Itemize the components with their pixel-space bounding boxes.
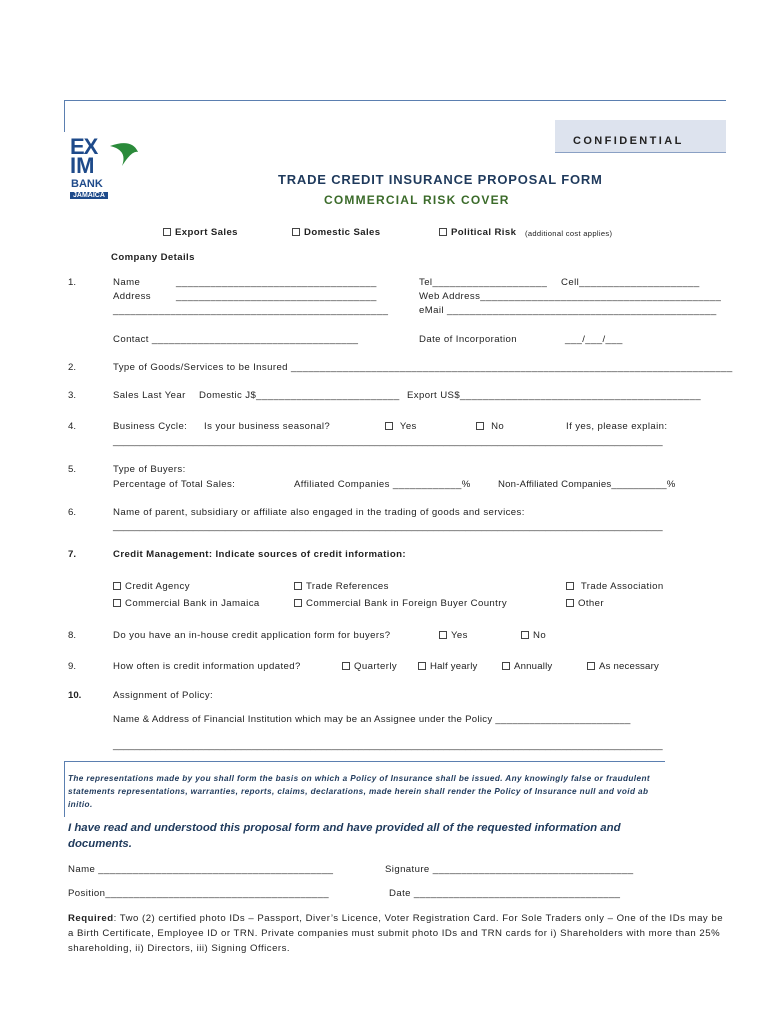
section-number: 8.	[68, 630, 77, 641]
business-cycle-label: Business Cycle:	[113, 421, 188, 432]
section-number: 10.	[68, 690, 82, 701]
assignee-field[interactable]: Name & Address of Financial Institution which may be an Assignee under the Policy ________________________	[113, 714, 631, 725]
contact-field[interactable]: Contact ____________________________________	[113, 334, 359, 345]
section-number: 2.	[68, 362, 77, 373]
as-necessary-option[interactable]: As necessary	[587, 661, 659, 672]
credit-agency-checkbox[interactable]	[113, 582, 121, 590]
representations-note: The representations made by you shall form the basis on which a Policy of Insurance shall be issued. Any knowingly false or fraudulent statements representations, warranties, reports, claims, declarations, made herein shall render the Policy of Insurance null and void ab initio.	[68, 774, 650, 809]
half-yearly-checkbox[interactable]	[418, 662, 426, 670]
seasonal-yes-checkbox[interactable]	[385, 422, 393, 430]
annually-option[interactable]: Annually	[502, 661, 552, 672]
credit-form-no-option[interactable]: No	[521, 630, 546, 641]
tel-field[interactable]: Tel____________________	[419, 277, 548, 288]
assignment-label: Assignment of Policy:	[113, 690, 214, 701]
date-incorporation-field[interactable]: ___/___/___	[565, 334, 623, 345]
parent-affiliate-question: Name of parent, subsidiary or affiliate also engaged in the trading of goods and services:	[113, 507, 525, 518]
company-details-heading: Company Details	[111, 252, 195, 263]
credit-agency-option[interactable]: Credit Agency	[113, 581, 190, 592]
commercial-bank-jamaica-checkbox[interactable]	[113, 599, 121, 607]
commercial-bank-foreign-checkbox[interactable]	[294, 599, 302, 607]
declaration-text: I have read and understood this proposal form and have provided all of the requested information and documents.	[68, 822, 621, 850]
other-checkbox[interactable]	[566, 599, 574, 607]
sales-last-year-label: Sales Last Year	[113, 390, 186, 401]
required-text: : Two (2) certified photo IDs – Passport, Diver’s Licence, Voter Registration Card. For Sole Traders only – One of the IDs may be a Birth Certificate, Employee ID or TRN. Private companies must submit photo IDs and TRN cards for i) Shareholders with more than 25% shareholding, ii) Directors, iii) Signing Officers.	[68, 913, 724, 954]
assignee-field-2[interactable]: _______________________________________________________________________________________________________	[113, 740, 663, 751]
section-number: 1.	[68, 277, 77, 288]
exim-logo	[66, 136, 148, 206]
credit-form-no-checkbox[interactable]	[521, 631, 529, 639]
section-number: 3.	[68, 390, 77, 401]
credit-form-yes-checkbox[interactable]	[439, 631, 447, 639]
position-field[interactable]: Position_______________________________________	[68, 888, 330, 899]
goods-services-field[interactable]: Type of Goods/Services to be Insured _____________________________________________________________________________	[113, 362, 733, 373]
section-number: 4.	[68, 421, 77, 432]
web-address-field[interactable]: Web Address__________________________________________	[419, 291, 722, 302]
commercial-bank-jamaica-option[interactable]: Commercial Bank in Jamaica	[113, 598, 260, 609]
other-option[interactable]: Other	[566, 598, 604, 609]
confidential-label: CONFIDENTIAL	[573, 135, 684, 147]
affiliated-field[interactable]: Affiliated Companies ____________%	[294, 479, 471, 490]
seasonal-no-option[interactable]: No	[476, 421, 504, 432]
credit-form-question: Do you have an in-house credit application form for buyers?	[113, 630, 391, 641]
address-label: Address	[113, 291, 151, 302]
date-field[interactable]: Date ____________________________________	[389, 888, 621, 899]
address-field[interactable]: ___________________________________	[176, 291, 377, 302]
quarterly-checkbox[interactable]	[342, 662, 350, 670]
as-necessary-checkbox[interactable]	[587, 662, 595, 670]
political-risk-note: (additional cost applies)	[525, 229, 613, 238]
political-risk-option[interactable]: Political Risk	[439, 227, 516, 238]
name-label: Name	[113, 277, 141, 288]
section-number: 6.	[68, 507, 77, 518]
confidential-banner	[555, 120, 726, 153]
required-documents	[68, 911, 728, 956]
quarterly-option[interactable]: Quarterly	[342, 661, 397, 672]
seasonal-no-checkbox[interactable]	[476, 422, 484, 430]
signatory-name-field[interactable]: Name _________________________________________	[68, 864, 334, 875]
form-title: TRADE CREDIT INSURANCE PROPOSAL FORM	[278, 172, 603, 187]
trade-references-checkbox[interactable]	[294, 582, 302, 590]
seasonal-question: Is your business seasonal?	[204, 421, 331, 432]
logo-bank: BANK	[71, 178, 103, 190]
logo-im: IM	[70, 153, 95, 178]
header-rule-top	[64, 100, 726, 101]
explain-field[interactable]: _______________________________________________________________________________________________________	[113, 436, 663, 447]
form-subtitle: COMMERCIAL RISK COVER	[324, 193, 510, 207]
credit-management-heading: Credit Management: Indicate sources of credit information:	[113, 549, 406, 560]
address-field-2[interactable]: ________________________________________________	[113, 305, 389, 316]
political-risk-checkbox[interactable]	[439, 228, 447, 236]
section-number: 9.	[68, 661, 77, 672]
commercial-bank-foreign-option[interactable]: Commercial Bank in Foreign Buyer Country	[294, 598, 507, 609]
domestic-sales-checkbox[interactable]	[292, 228, 300, 236]
update-frequency-question: How often is credit information updated?	[113, 661, 301, 672]
date-incorporation-label: Date of Incorporation	[419, 334, 517, 345]
domestic-sales-field[interactable]: Domestic J$_________________________	[199, 390, 400, 401]
signature-field[interactable]: Signature ___________________________________	[385, 864, 634, 875]
trade-association-checkbox[interactable]	[566, 582, 574, 590]
trade-references-option[interactable]: Trade References	[294, 581, 389, 592]
required-label: Required	[68, 913, 114, 924]
parent-affiliate-field[interactable]: _______________________________________________________________________________________________________	[113, 521, 663, 532]
credit-form-yes-option[interactable]: Yes	[439, 630, 468, 641]
trade-association-option[interactable]: Trade Association	[566, 581, 664, 592]
cell-field[interactable]: Cell_____________________	[561, 277, 700, 288]
domestic-sales-option[interactable]: Domestic Sales	[292, 227, 381, 238]
name-field[interactable]: ___________________________________	[176, 277, 377, 288]
annually-checkbox[interactable]	[502, 662, 510, 670]
logo-jamaica: JAMAICA	[70, 192, 108, 199]
non-affiliated-field[interactable]: Non-Affiliated Companies__________%	[498, 479, 676, 490]
type-of-buyers-label: Type of Buyers:	[113, 464, 186, 475]
percentage-label: Percentage of Total Sales:	[113, 479, 236, 490]
header-rule-left	[64, 100, 65, 132]
logo-ex: EX	[70, 134, 98, 159]
explain-label: If yes, please explain:	[566, 421, 668, 432]
email-field[interactable]: eMail _______________________________________________	[419, 305, 717, 316]
seasonal-yes-option[interactable]: Yes	[385, 421, 417, 432]
section-number: 7.	[68, 549, 77, 560]
section-number: 5.	[68, 464, 77, 475]
export-sales-option[interactable]: Export Sales	[163, 227, 238, 238]
export-sales-checkbox[interactable]	[163, 228, 171, 236]
half-yearly-option[interactable]: Half yearly	[418, 661, 478, 672]
export-sales-field[interactable]: Export US$__________________________________________	[407, 390, 701, 401]
